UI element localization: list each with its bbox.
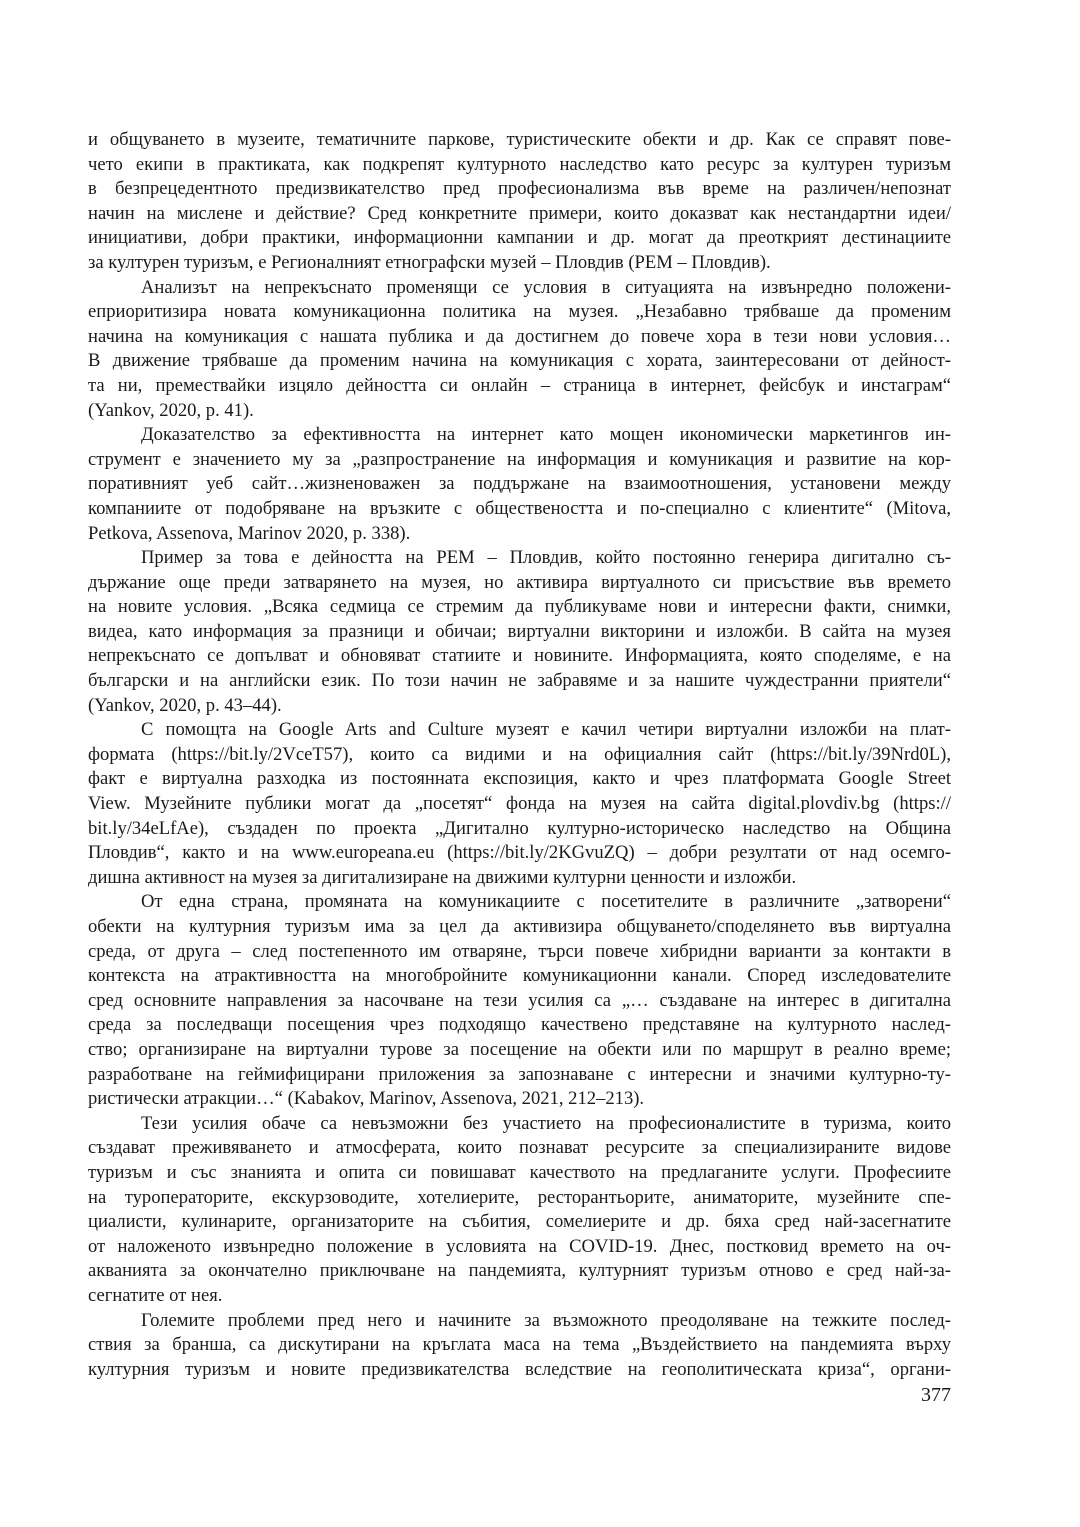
text-line: на туроператорите, екскурзоводите, хотелиерите, ресторантьорите, аниматорите, музейните спе-: [88, 1186, 951, 1208]
text-line: компаниите от подобряване на връзките с обществеността и по-специално с клиентите“ (Mitova,: [88, 497, 951, 519]
text-line: Анализът на непрекъснато променящи се условия в ситуацията на извънредно положени-: [141, 276, 951, 298]
text-line: в безпрецедентното предизвикателство пред професионализма във време на различен/непознат: [88, 178, 951, 200]
text-line: културния туризъм и новите предизвикателства вследствие на геополитическата криза“, органи-: [88, 1358, 951, 1380]
paragraph-2: [88, 276, 951, 424]
text-line: непрекъснато се допълват и обновяват статиите и новините. Информацията, която споделяме, е на: [88, 645, 951, 667]
text-line: начина на комуникация с нашата публика и да достигнем до повече хора в тези нови условия…: [88, 325, 951, 347]
text-line: за културен туризъм, е Регионалният етнографски музей – Пловдив (РЕМ – Пловдив).: [88, 251, 771, 273]
text-line: сегнатите от нея.: [88, 1284, 223, 1306]
text-line: циалисти, кулинарите, организаторите на събития, сомелиерите и др. бяха сред най-засегнатите: [88, 1211, 951, 1233]
paragraph-1: [88, 128, 951, 276]
text-line: В движение трябваше да променим начина на комуникация с хората, заинтересовани от дейност-: [88, 350, 951, 372]
text-line: Доказателство за ефективността на интернет като мощен икономически маркетингов ин-: [141, 424, 951, 446]
text-line: еприоритизира новата комуникационна политика на музея. „Незабавно трябваше да променим: [88, 301, 951, 323]
text-line: български и на английски език. По този начин не забравяме и за нашите чуждестранни приятели“: [88, 670, 951, 692]
text-line: Petkova, Assenova, Marinov 2020, p. 338).: [88, 522, 411, 544]
text-line: ристически атракции…“ (Kabakov, Marinov, Assenova, 2021, 212–213).: [88, 1088, 645, 1110]
text-line: създават преживяването и атмосферата, които познават ресурсите за специализираните видове: [88, 1137, 951, 1159]
text-line: ство; организиране на виртуални турове за посещение на обекти или по маршрут в реално време;: [88, 1038, 951, 1060]
text-line: Пловдив“, както и на www.europeana.eu (https://bit.ly/2KGvuZQ) – добри резултати от над осемго-: [88, 842, 951, 864]
paragraph-7: [88, 1112, 951, 1309]
text-line: сред основните направления за насочване на тези усилия са „… създаване на интерес в дигитална: [88, 989, 951, 1011]
paragraph-5: [88, 718, 951, 890]
paragraph-3: [88, 423, 951, 546]
text-line: та ни, премествайки изцяло дейността си онлайн – страница в интернет, фейсбук и инстаграм“: [88, 374, 951, 396]
text-line: и общуването в музеите, тематичните паркове, туристическите обекти и др. Как се справят пове-: [88, 129, 951, 150]
text-line: поративният уеб сайт…жизненоважен за поддържане на взаимоотношения, установени между: [88, 473, 951, 495]
text-line: начин на мислене и действие? Сред конкретните примери, които доказват как нестандартни идеи/: [88, 202, 951, 224]
paragraph-4: [88, 546, 951, 718]
text-line: от наложеното извънредно положение в условията на COVID-19. Днес, постковид времето на оч-: [88, 1235, 951, 1257]
paragraph-8: [88, 1309, 951, 1383]
text-line: акванията за окончателно приключване на пандемията, културният туризъм отново е сред най-за-: [88, 1260, 951, 1282]
text-line: инициативи, добри практики, информационни кампании и др. могат да преоткрият дестинациите: [88, 227, 951, 249]
paragraph-6: [88, 890, 951, 1111]
text-line: туризъм и със знанията и опита си повишават качеството на предлаганите услуги. Професиите: [88, 1161, 951, 1183]
text-line: bit.ly/34eLfAe), създаден по проекта „Дигитално културно-историческо наследство на Община: [88, 817, 951, 839]
text-line: (Yankov, 2020, p. 43–44).: [88, 694, 282, 716]
text-line: чето екипи в практиката, как подкрепят културното наследство като ресурс за културен туризъм: [88, 153, 951, 175]
text-line: Големите проблеми пред него и начините за възможното преодоляване на тежките послед-: [141, 1309, 951, 1331]
text-line: разработване на геймифицирани приложения за запознаване с интересни и значими културно-ту-: [88, 1063, 951, 1085]
text-line: View. Музейните публики могат да „посетят“ фонда на музея на сайта digital.plovdiv.bg (https://: [88, 793, 951, 815]
text-line: От една страна, промяната на комуникациите с посетителите в различните „затворени“: [141, 891, 951, 913]
page-body: [88, 128, 951, 1382]
text-line: Тези усилия обаче са невъзможни без участието на професионалистите в туризма, които: [141, 1112, 951, 1134]
text-line: дишна активност на музея за дигитализиране на движими културни ценности и изложби.: [88, 866, 797, 888]
text-line: (Yankov, 2020, p. 41).: [88, 399, 254, 421]
text-line: видеа, като информация за празници и обичаи; виртуални викторини и изложби. В сайта на музея: [88, 620, 951, 642]
page-number: 377: [921, 1384, 951, 1406]
text-line: струмент е значението му за „разпространение на информация и комуникация и развитие на кор-: [88, 448, 951, 470]
text-line: формата (https://bit.ly/2VceT57), които са видими и на официалния сайт (https://bit.ly/39Nrd0L),: [88, 743, 951, 765]
text-line: среда за последващи посещения чрез подходящо качествено представяне на културното наслед-: [88, 1014, 951, 1036]
text-line: С помощта на Google Arts and Culture музеят е качил четири виртуални изложби на плат-: [141, 719, 951, 741]
text-line: ствия за бранша, са дискутирани на кръглата маса на тема „Въздействието на пандемията върху: [88, 1334, 951, 1356]
text-line: факт е виртуална разходка из постоянната експозиция, както и чрез платформата Google Street: [88, 768, 951, 790]
text-line: Пример за това е дейността на РЕМ – Пловдив, който постоянно генерира дигитално съ-: [141, 547, 951, 569]
text-line: обекти на културния туризъм има за цел да активизира общуването/споделянето във виртуална: [88, 916, 951, 937]
text-line: контекста на атрактивността на многобройните комуникационни канали. Според изследователите: [88, 965, 951, 987]
text-line: среда, от друга – след постепенното им отваряне, търси повече хибридни варианти за контакти в: [88, 940, 951, 962]
text-line: държание още преди затварянето на музея, но активира виртуалното си присъствие във времето: [88, 571, 951, 593]
text-line: на новите условия. „Всяка седмица се стремим да публикуваме нови и интересни факти, снимки,: [88, 596, 951, 618]
